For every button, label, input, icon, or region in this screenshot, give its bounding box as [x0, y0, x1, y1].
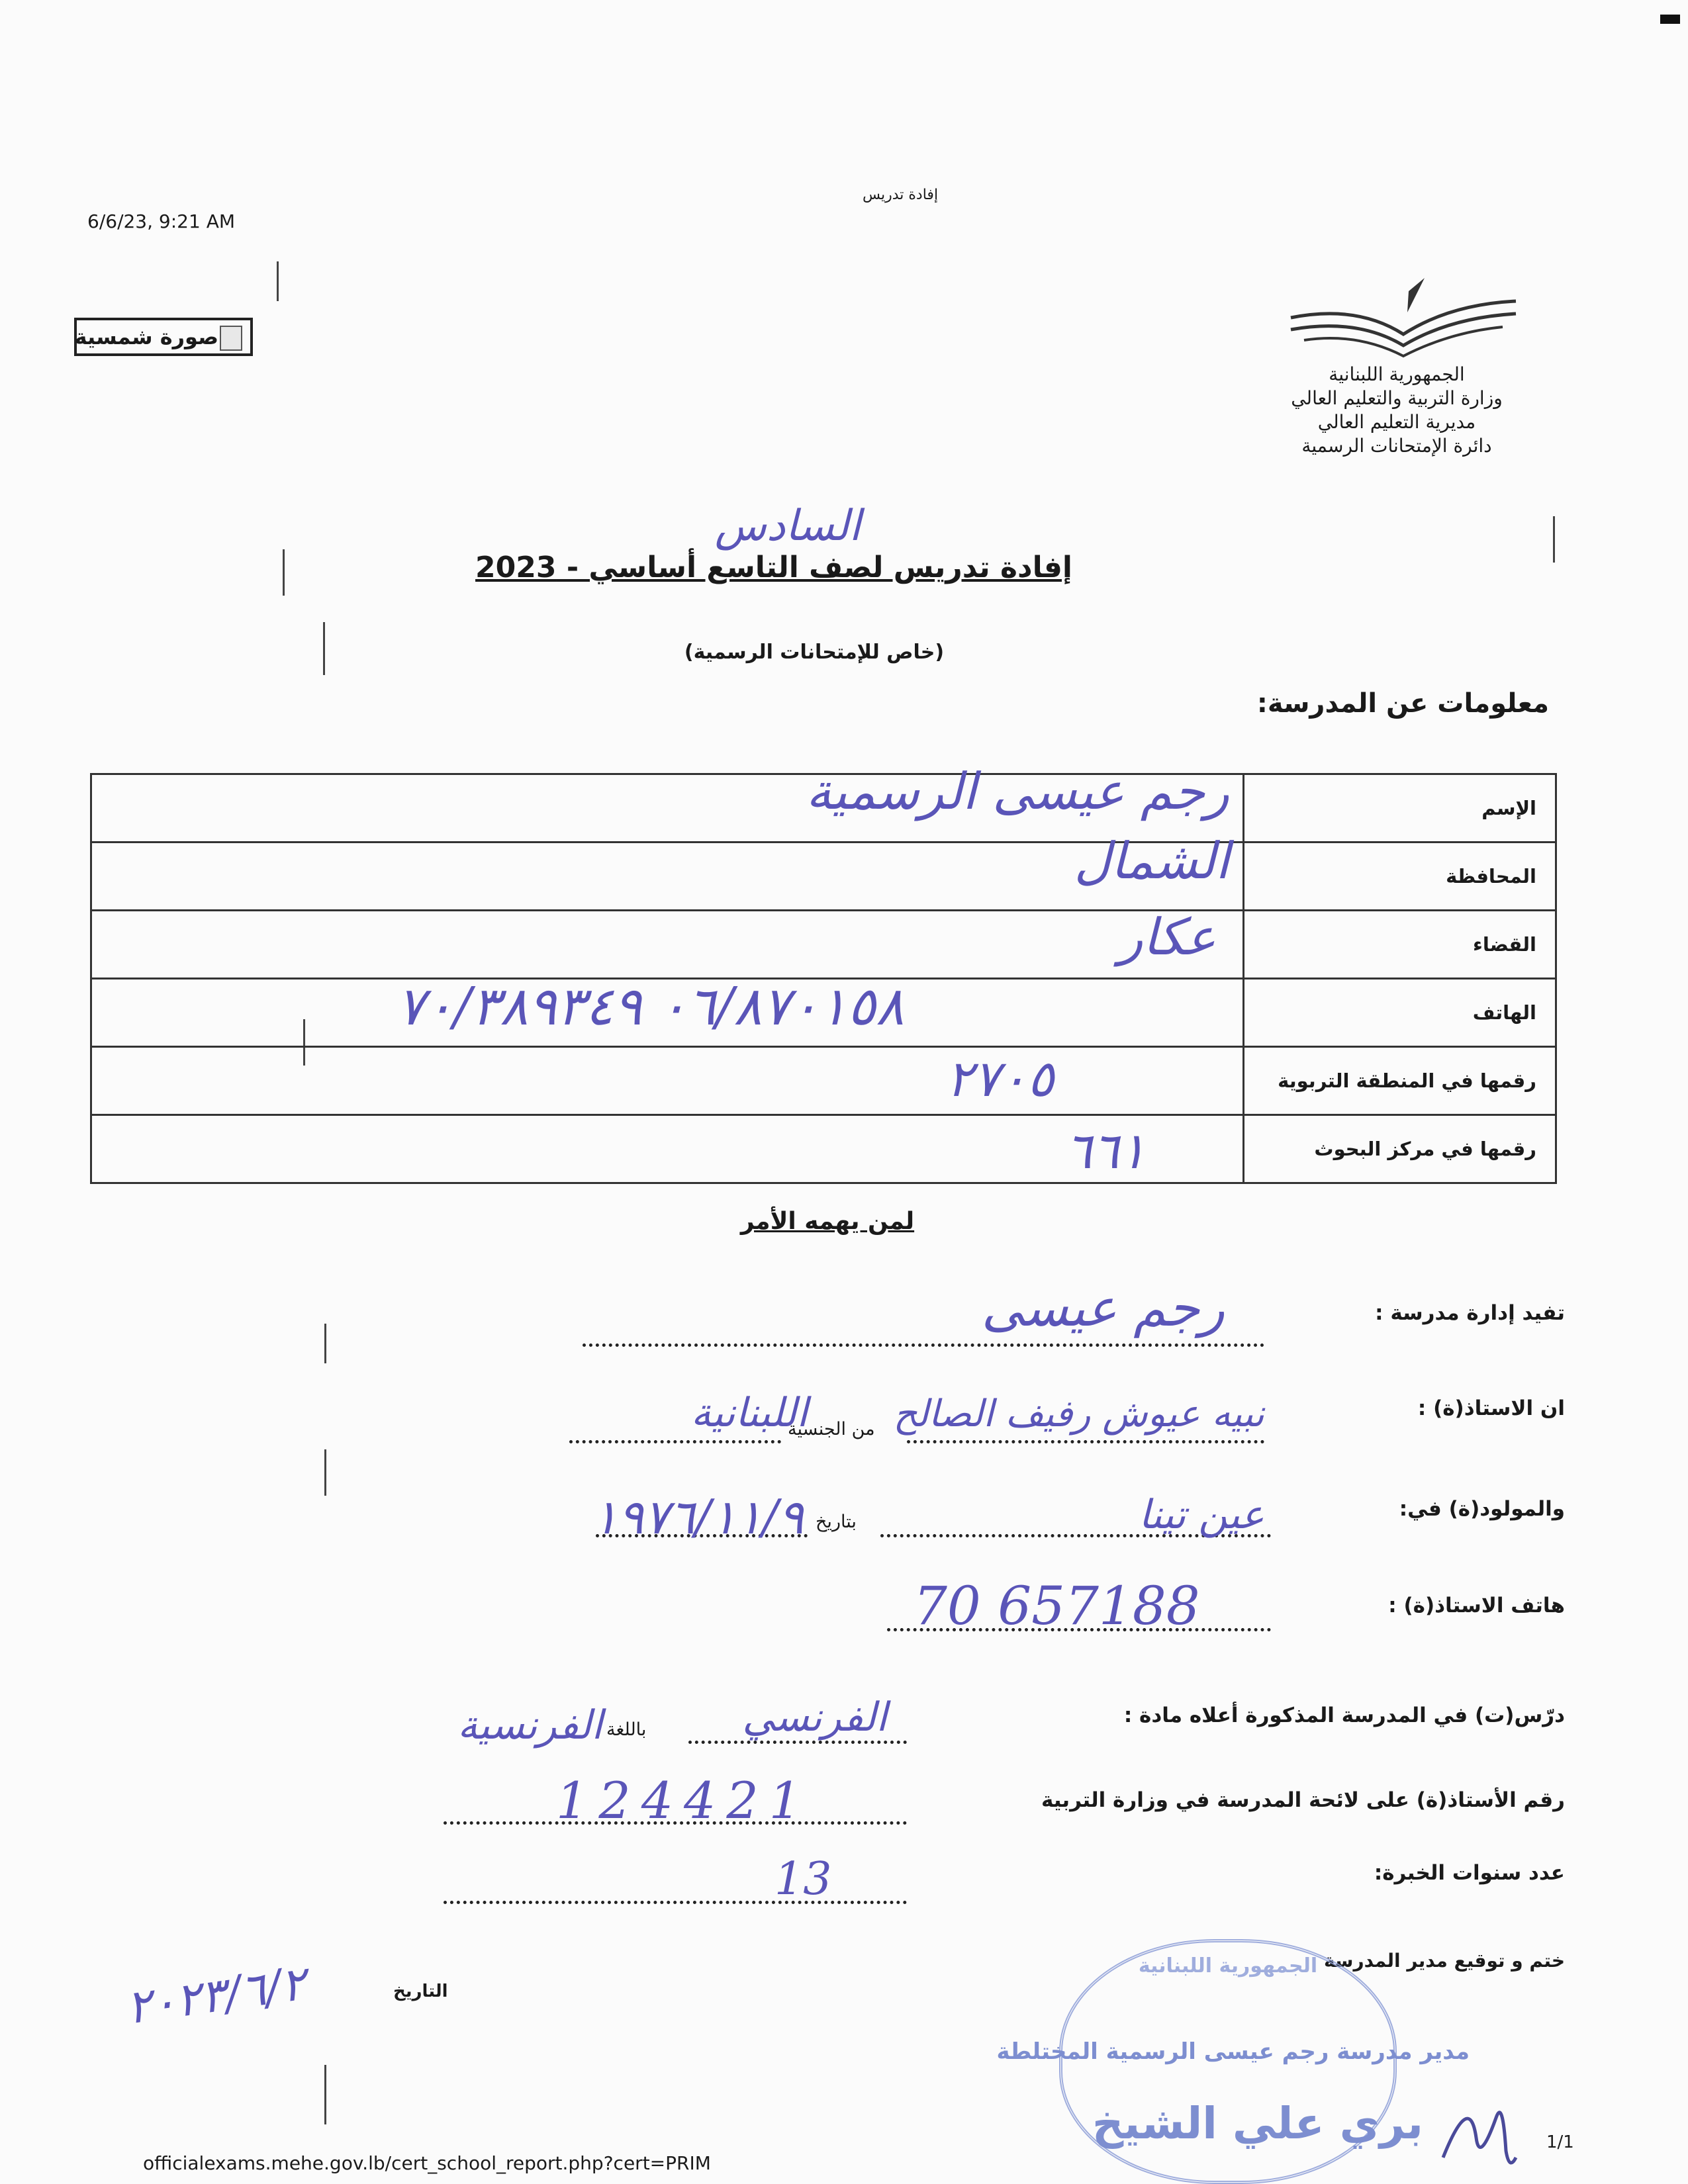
table-value-cell: [91, 1115, 1244, 1183]
ministry-line-2: وزارة التربية والتعليم العالي: [1291, 387, 1503, 409]
language-value: الفرنسية: [457, 1702, 602, 1749]
scan-line: [277, 261, 279, 301]
scan-line: [324, 1449, 326, 1496]
born-place-value: عين تينا: [1139, 1492, 1264, 1538]
ministry-line-4: دائرة الإمتحانات الرسمية: [1301, 435, 1492, 457]
scan-line: [324, 1324, 326, 1363]
registry-number-value: 124421: [556, 1771, 812, 1830]
born-label: والمولود(ة) في:: [1399, 1497, 1565, 1521]
signature-label: ختم و توقيع مدير المدرسة: [1323, 1950, 1565, 1972]
table-row: [91, 1047, 1556, 1115]
table-label-cell: المحافظة: [1244, 842, 1556, 911]
taught-subject-label: درّس(ت) في المدرسة المذكورة أعلاه مادة :: [1123, 1704, 1565, 1727]
registry-number-label: رقم الأستاذ(ة) على لائحة المدرسة في وزارة التربية: [1041, 1788, 1565, 1812]
table-row: [91, 1115, 1556, 1183]
stamp-ring-text: الجمهورية اللبنانية: [1138, 1954, 1318, 1978]
handwritten-grade: السادس: [714, 502, 861, 551]
experience-label: عدد سنوات الخبرة:: [1374, 1861, 1565, 1885]
table-label-cell: رقمها في المنطقة التربوية: [1244, 1047, 1556, 1115]
governorate-value: الشمال: [1074, 831, 1229, 890]
table-value-cell: [91, 1047, 1244, 1115]
experience-value: 13: [774, 1853, 832, 1905]
to-whom-heading: لمن يهمه الأمر: [740, 1208, 915, 1235]
teacher-name-value: نبيه عيوش رفيف الصالح: [893, 1392, 1264, 1435]
document-title: إفادة تدريس لصف التاسع أساسي - 2023: [475, 551, 1072, 584]
teacher-phone-label: هاتف الاستاذ(ة) :: [1388, 1594, 1565, 1617]
director-line: مدير مدرسة رجم عيسى الرسمية المختلطة: [996, 2038, 1470, 2065]
footer-page-number: 1/1: [1546, 2132, 1574, 2152]
table-label-cell: الهاتف: [1244, 979, 1556, 1047]
footer-url: officialexams.mehe.gov.lb/cert_school_report.php?cert=PRIM: [143, 2152, 711, 2174]
table-row: [91, 911, 1556, 979]
research-center-number-value: ٦٦١: [1065, 1121, 1147, 1180]
school-admin-label: تفيد إدارة مدرسة :: [1375, 1301, 1565, 1325]
experience-line: [444, 1901, 907, 1904]
table-row: [91, 774, 1556, 842]
timestamp: 6/6/23, 9:21 AM: [87, 210, 236, 232]
district-value: عكار: [1118, 907, 1216, 966]
table-row: [91, 842, 1556, 911]
table-label-cell: القضاء: [1244, 911, 1556, 979]
nationality-line: [569, 1440, 781, 1443]
education-zone-number-value: ٢٧٠٥: [946, 1049, 1055, 1108]
photo-label-box: [74, 318, 253, 356]
director-name: بري علي الشيخ: [1092, 2098, 1423, 2149]
teacher-name-line: [907, 1440, 1264, 1443]
ministry-line-1: الجمهورية اللبنانية: [1329, 363, 1465, 385]
table-label-cell: الإسم: [1244, 774, 1556, 842]
language-label: باللغة: [606, 1719, 647, 1740]
scan-line: [323, 622, 325, 675]
photo-label: صورة شمسية: [74, 324, 218, 349]
document-subtitle: (خاص للإمتحانات الرسمية): [684, 641, 945, 664]
table-label-cell: رقمها في مركز البحوث: [1244, 1115, 1556, 1183]
director-signature: [1430, 2078, 1523, 2177]
scan-corner-mark: [1660, 15, 1680, 24]
teacher-phone-value: 70 657188: [914, 1575, 1200, 1637]
school-phone-value: ٠٦/٨٧٠١٥٨ ٧٠/٣٨٩٣٤٩: [397, 976, 904, 1037]
ministry-line-3: مديرية التعليم العالي: [1317, 411, 1476, 433]
school-admin-value: رجم عيسى: [981, 1279, 1225, 1338]
school-info-heading: معلومات عن المدرسة:: [1256, 688, 1549, 719]
ministry-logo: [1278, 271, 1529, 364]
subject-line: [688, 1741, 907, 1744]
table-value-cell: [91, 907, 1244, 979]
table-row: [91, 979, 1556, 1047]
subject-value: الفرنسي: [742, 1694, 887, 1741]
school-admin-line: [583, 1343, 1264, 1347]
header-center-title: إفادة تدريس: [862, 187, 939, 203]
table-value-cell: [91, 762, 1244, 842]
table-value-cell: [91, 831, 1244, 911]
table-value-cell: [91, 976, 1244, 1047]
scan-line: [283, 549, 285, 596]
birth-date-value: ١٩٧٦/١١/٩: [592, 1489, 804, 1545]
birth-date-label: بتاريخ: [816, 1512, 857, 1532]
teacher-label: ان الاستاذ(ة) :: [1417, 1396, 1565, 1420]
image-placeholder-icon: [220, 326, 242, 351]
school-name-value: رجم عيسى الرسمية: [806, 762, 1229, 821]
nationality-value: اللبنانية: [690, 1390, 808, 1436]
ministry-block: [1258, 363, 1536, 458]
nationality-label: من الجنسية: [788, 1419, 875, 1439]
scan-line: [324, 2065, 326, 2124]
scan-line: [1553, 516, 1555, 563]
date-field-label: التاريخ: [393, 1981, 448, 2001]
school-info-table: [90, 762, 1557, 1184]
date-field-value: ٢٠٢٣/٦/٢: [122, 1956, 310, 2035]
